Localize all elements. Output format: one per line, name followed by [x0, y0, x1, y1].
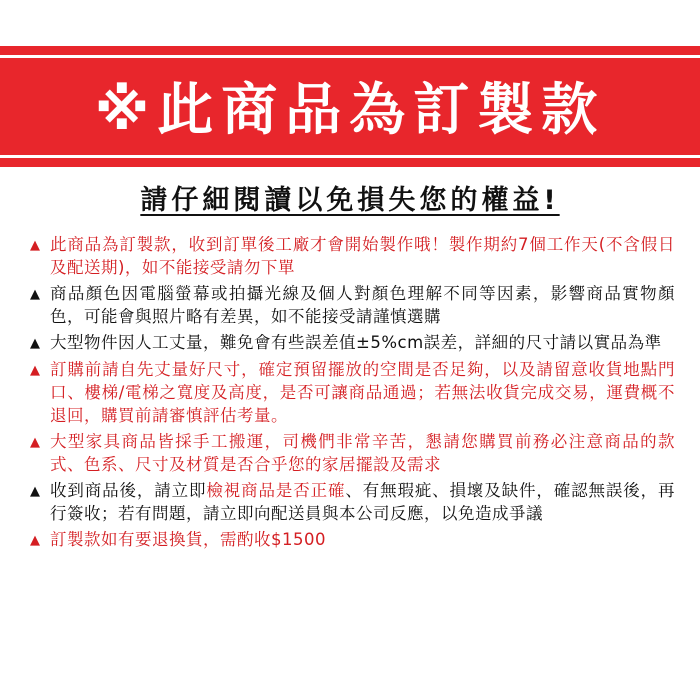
note-return-fee — [30, 528, 675, 552]
subtitle-text: 請仔細閱讀以免損失您的權益! — [140, 185, 560, 216]
notes-list — [30, 233, 675, 555]
triangle-bullet-icon: ▲ — [30, 484, 40, 499]
triangle-bullet-icon: ▲ — [30, 363, 40, 378]
subtitle — [0, 178, 700, 217]
note-text-pre: 收到商品後，請立即 — [50, 481, 207, 500]
note-text: 商品顏色因電腦螢幕或拍攝光線及個人對顏色理解不同等因素，影響商品實物顏色，可能會與照片略有差異，如不能接受請謹慎選購 — [50, 284, 675, 326]
banner-stripe-top — [0, 55, 700, 58]
note-text: 此商品為訂製款，收到訂單後工廠才會開始製作哦！製作期約7個工作天(不含假日及配送期)，如不能接受請勿下單 — [50, 235, 675, 277]
note-inspect-goods — [30, 479, 675, 525]
note-custom-order — [30, 233, 675, 279]
note-text-post: 、有無瑕疵、損壞及缺件，確認無誤後，再行簽收；若有問題，請立即向配送員與本公司反應，以免造成爭議 — [50, 481, 676, 523]
note-text: 大型家具商品皆採手工搬運，司機們非常辛苦，懇請您購買前務必注意商品的款式、色系、尺寸及材質是否合乎您的家居擺設及需求 — [50, 432, 675, 474]
note-text: 大型物件因人工丈量，難免會有些誤差值±5%cm誤差，詳細的尺寸請以實品為準 — [50, 333, 662, 352]
note-text — [50, 479, 675, 525]
triangle-bullet-icon: ▲ — [30, 435, 40, 450]
triangle-bullet-icon: ▲ — [30, 533, 40, 548]
banner-title: ※此商品為訂製款 — [94, 78, 606, 143]
note-measure-space — [30, 358, 675, 427]
banner-stripe-bottom — [0, 155, 700, 158]
note-size-tolerance — [30, 331, 675, 355]
note-text: 訂製款如有要退換貨，需酌收$1500 — [50, 530, 326, 549]
triangle-bullet-icon: ▲ — [30, 336, 40, 351]
note-color-difference — [30, 282, 675, 328]
header-banner — [0, 46, 700, 167]
triangle-bullet-icon: ▲ — [30, 238, 40, 253]
note-manual-delivery — [30, 430, 675, 476]
note-text-highlight: 檢視商品是否正確 — [206, 481, 346, 500]
note-text: 訂購前請自先丈量好尺寸，確定預留擺放的空間是否足夠，以及請留意收貨地點門口、樓梯/電梯之寬度及高度，是否可讓商品通過；若無法收貨完成交易，運費概不退回，購買前請審慎評估考量。 — [50, 360, 675, 425]
triangle-bullet-icon: ▲ — [30, 287, 40, 302]
